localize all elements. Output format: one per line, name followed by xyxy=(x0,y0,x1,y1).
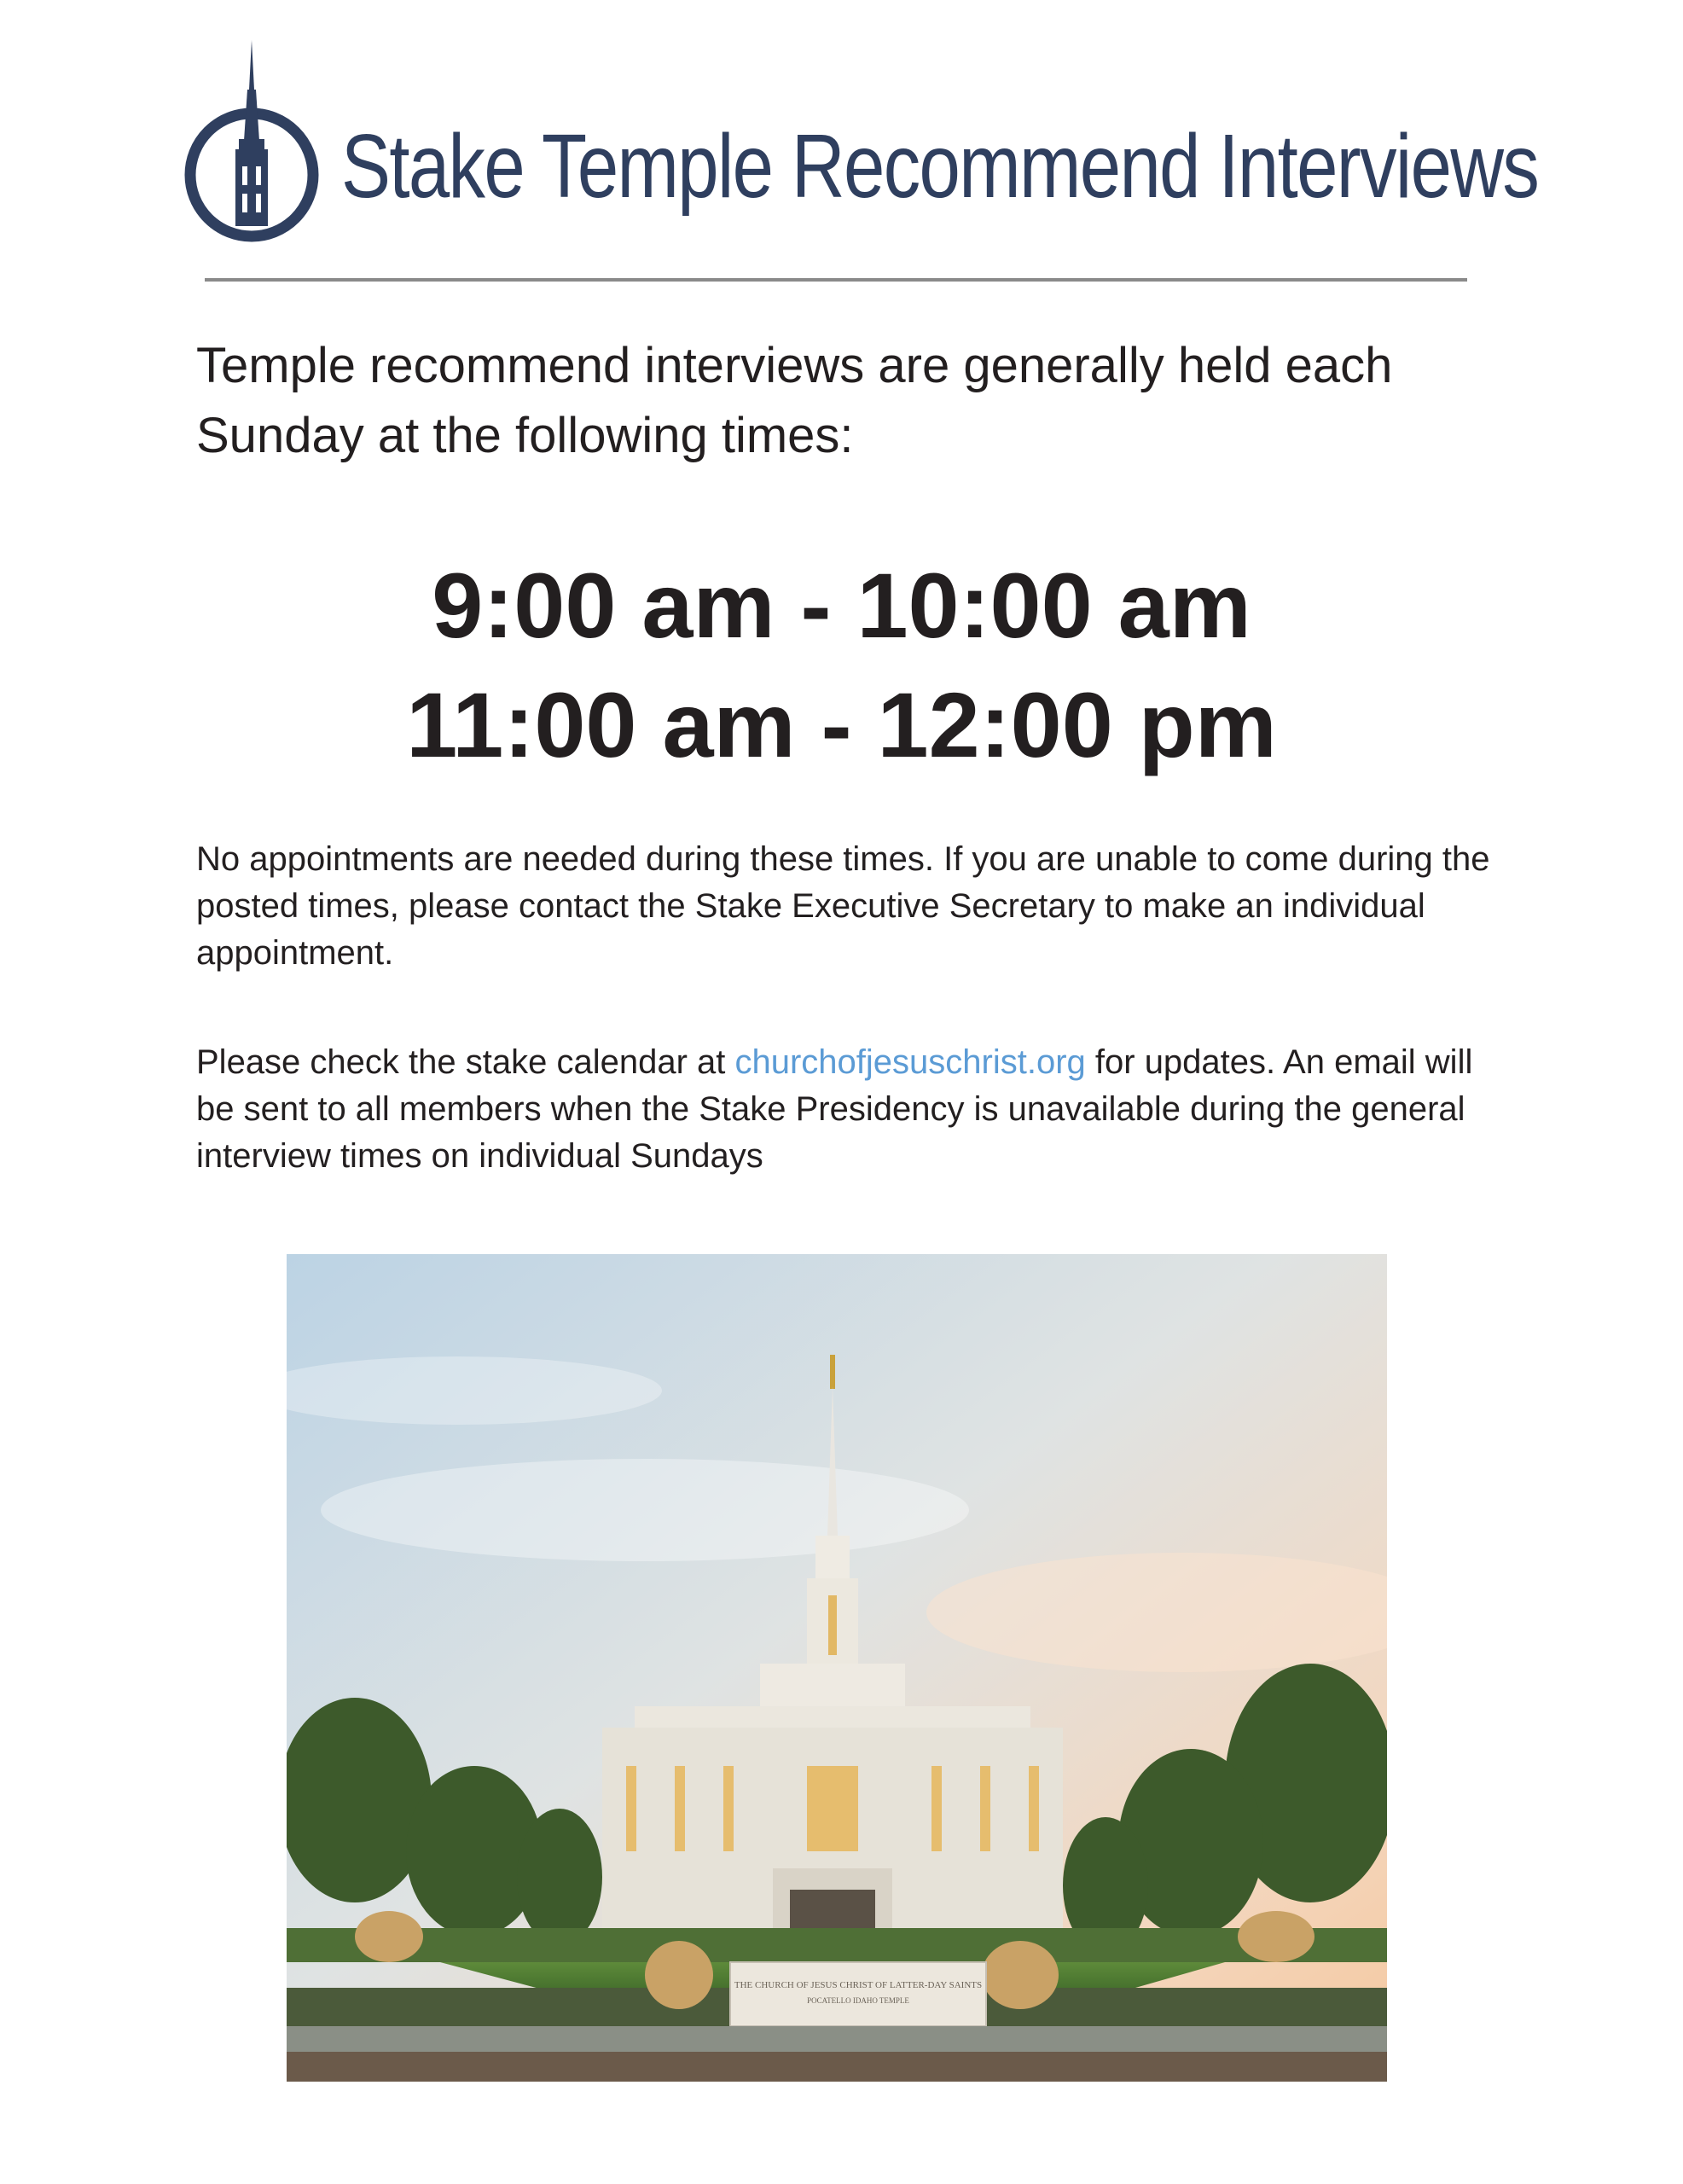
time-slot-2: 11:00 am - 12:00 pm xyxy=(406,673,1277,776)
church-website-link[interactable]: churchofjesuschrist.org xyxy=(734,1043,1086,1081)
sign-line-2: POCATELLO IDAHO TEMPLE xyxy=(807,1996,909,2005)
sign-line-1: THE CHURCH OF JESUS CHRIST OF LATTER-DAY SAINTS xyxy=(734,1980,983,1990)
no-appointment-paragraph: No appointments are needed during these times. If you are unable to come during the posted times, please contact the Stake Executive Secretary to make an individual appointment. xyxy=(196,840,1490,972)
page-header xyxy=(179,38,1539,252)
temple-photo xyxy=(287,1254,1387,2082)
calendar-paragraph xyxy=(196,1039,1493,1180)
page-title: Stake Temple Recommend Interviews xyxy=(341,116,1539,217)
calendar-text-before: Please check the stake calendar at xyxy=(196,1043,735,1081)
intro-text: Temple recommend interviews are generally held each Sunday at the following times: xyxy=(196,338,1393,463)
time-slot-1: 9:00 am - 10:00 am xyxy=(432,554,1251,657)
calendar-text-after: for updates. An email will be sent to all members when the Stake Presidency is unavailable during the general interview times on individual Sundays xyxy=(196,1043,1473,1175)
interview-times xyxy=(0,546,1683,785)
header-divider xyxy=(205,278,1467,282)
temple-spire-logo-icon xyxy=(179,38,324,252)
